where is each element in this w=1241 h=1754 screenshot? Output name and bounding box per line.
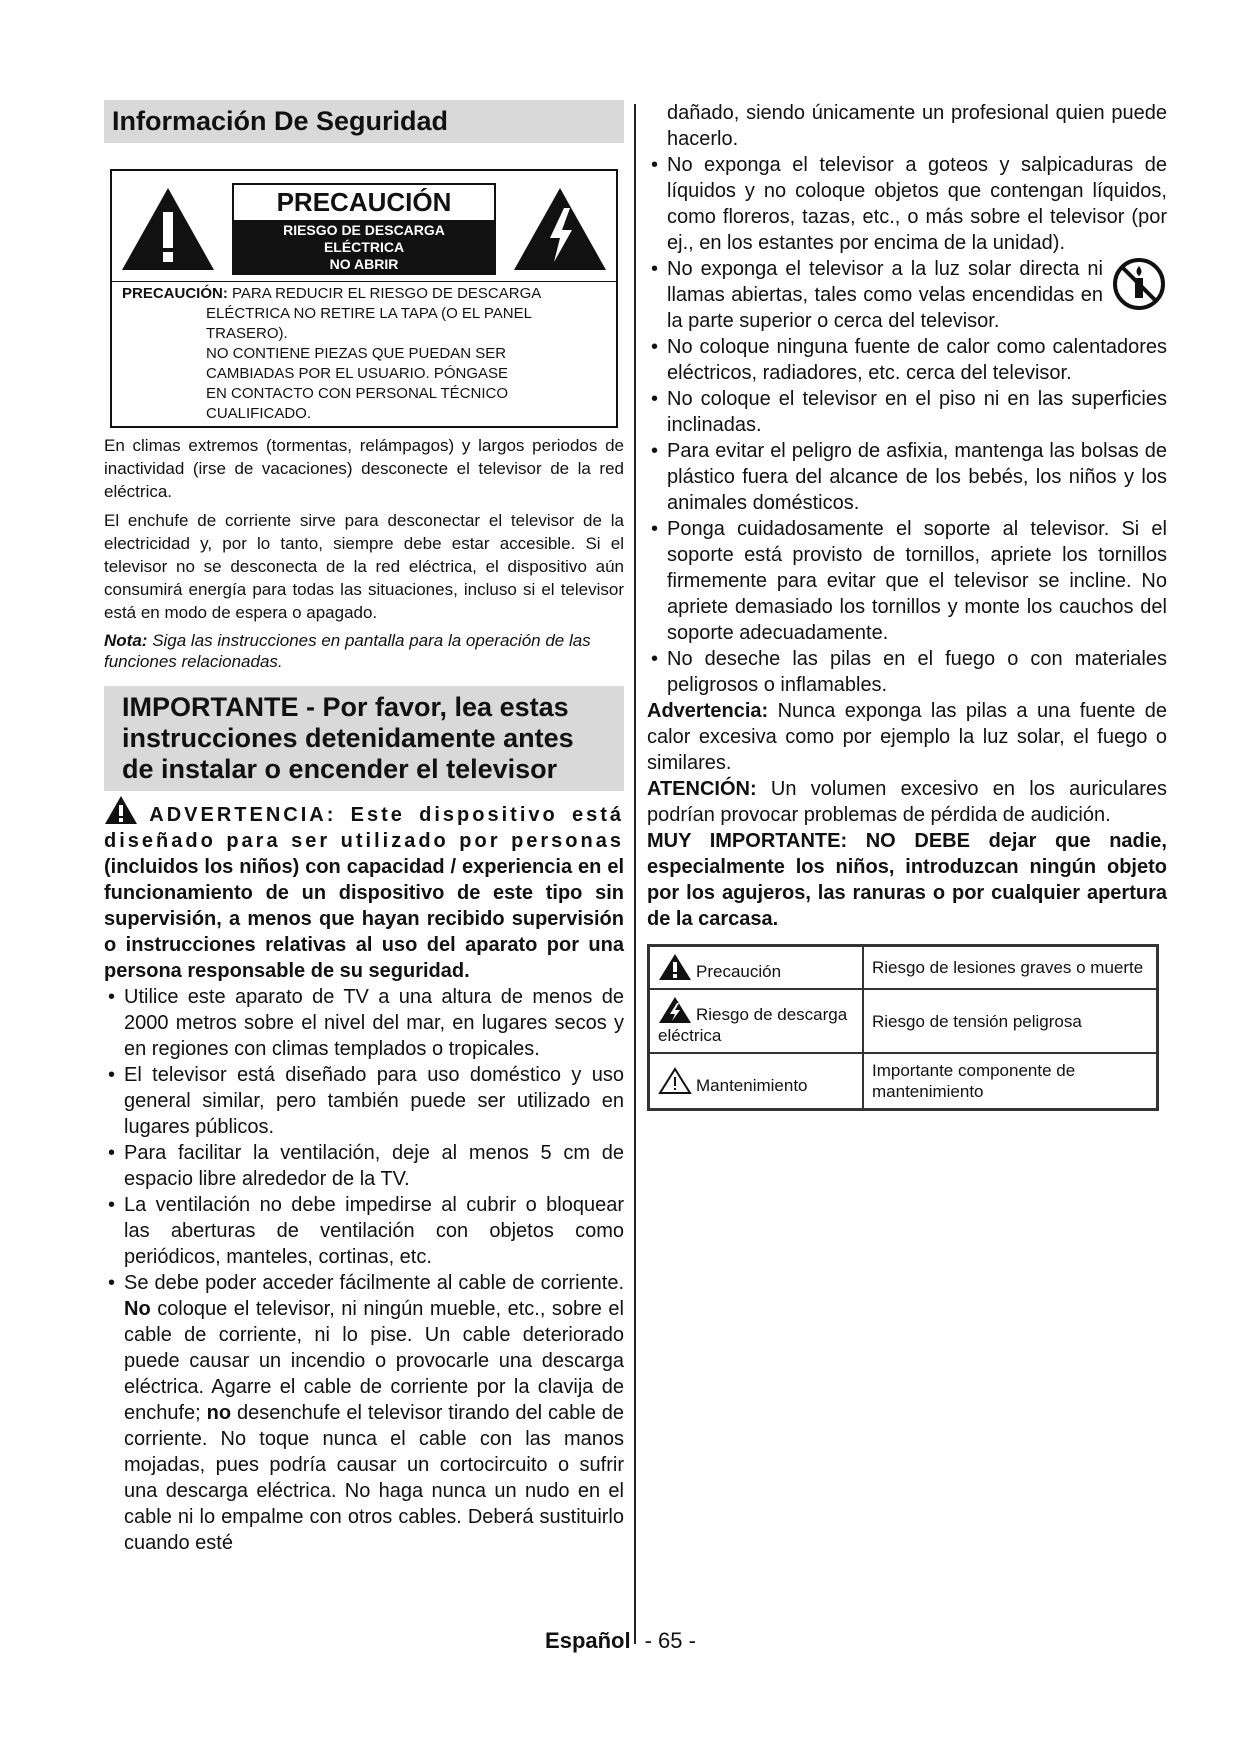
very-important-warning: MUY IMPORTANTE: NO DEBE dejar que nadie, especialmente los niños, introduzcan ningún objeto por los agujeros, las ranuras o por cualquier apertura de la carcasa.: [647, 830, 1167, 930]
caution-risk-text: RIESGO DE DESCARGA ELÉCTRICA NO ABRIR: [232, 220, 496, 275]
right-column: [647, 100, 1167, 1111]
battery-warning: Advertencia: Nunca exponga las pilas a una fuente de calor excesiva como por ejemplo la luz solar, el fuego o similares.: [647, 700, 1167, 774]
caution-title: PRECAUCIÓN: [232, 183, 496, 220]
extreme-climate-paragraph: En climas extremos (tormentas, relámpagos) y largos periodos de inactividad (irse de vacaciones) desconecte el televisor de la red eléctrica.: [104, 436, 624, 501]
list-item: • El televisor está diseñado para uso doméstico y uso general similar, pero también puede ser utilizado en lugares públicos.: [104, 1062, 624, 1140]
maintenance-icon: [658, 1067, 692, 1095]
shock-icon: [658, 996, 692, 1024]
mains-plug-paragraph: El enchufe de corriente sirve para desconectar el televisor de la electricidad y, por lo tanto, siempre debe estar accesible. Si el televisor no se desconecta de la red eléctrica, el dispositivo aún consumirá energía para todas las situaciones, incluso si el televisor está en modo de espera o apagado.: [104, 511, 624, 622]
list-item: • Ponga cuidadosamente el soporte al televisor. Si el soporte está provisto de tornillos, apriete los tornillos firmemente para evitar que el televisor se incline. No apriete demasiado los tornillos y monte los cauchos del soporte adecuadamente.: [647, 516, 1167, 646]
left-bullet-list: [104, 984, 624, 1556]
hearing-warning: ATENCIÓN: Un volumen excesivo en los auriculares podrían provocar problemas de pérdida de audición.: [647, 778, 1167, 826]
important-heading: IMPORTANTE - Por favor, lea estas instrucciones detenidamente antes de instalar o encender el televisor: [104, 686, 624, 791]
list-item: • Se debe poder acceder fácilmente al cable de corriente. No coloque el televisor, ni ningún mueble, etc., sobre el cable de corriente, ni lo pise. Un cable deteriorado puede causar un incendio o provocarle una descarga eléctrica. Agarre el cable de corriente por la clavija de enchufe; no desenchufe el televisor tirando del cable de corriente. No toque nunca el cable con las manos mojadas, pues podría causar un cortocircuito o sufrir una descarga eléctrica. No haga nunca un nudo en el cable ni lo empalme con otros cables. Deberá sustituirlo cuando esté: [104, 1270, 624, 1556]
table-row: Riesgo de descarga eléctrica Riesgo de tensión peligrosa: [649, 989, 1158, 1053]
right-bullet-list: [647, 152, 1167, 698]
caution-header: [232, 183, 496, 275]
note-paragraph: Nota: Siga las instrucciones en pantalla para la operación de las funciones relacionadas.: [104, 631, 591, 671]
warning-icon: [658, 953, 692, 981]
left-column: [104, 100, 624, 1556]
list-item: • No deseche las pilas en el fuego o con materiales peligrosos o inflamables.: [647, 646, 1167, 698]
table-row: Mantenimiento Importante componente de mantenimiento: [649, 1053, 1158, 1110]
caution-text: PRECAUCIÓN: PARA REDUCIR EL RIESGO DE DESCARGA ELÉCTRICA NO RETIRE LA TAPA (O EL PANEL TRASERO). NO CONTIENE PIEZAS QUE PUEDAN SER CAMBIADAS POR EL USUARIO. PÓNGASE EN CONTACTO CON PERSONAL TÉCNICO CUALIFICADO.: [122, 285, 542, 422]
table-row: Precaución Riesgo de lesiones graves o muerte: [649, 946, 1158, 990]
list-item: • La ventilación no debe impedirse al cubrir o bloquear las aberturas de ventilación con objetos como periódicos, manteles, cortinas, etc.: [104, 1192, 624, 1270]
list-item: • No coloque ninguna fuente de calor como calentadores eléctricos, radiadores, etc. cerca del televisor.: [647, 334, 1167, 386]
warning-icon: [104, 795, 138, 825]
list-item: • No exponga el televisor a goteos y salpicaduras de líquidos y no coloque objetos que contengan líquidos, como floreros, tazas, etc., o más sobre el televisor (por ej., en los estantes por encima de la unidad).: [647, 152, 1167, 256]
continued-text: dañado, siendo únicamente un profesional quien puede hacerlo.: [667, 102, 1167, 150]
list-item: • Utilice este aparato de TV a una altura de menos de 2000 metros sobre el nivel del mar, en lugares secos y en regiones con climas templados o tropicales.: [104, 984, 624, 1062]
lightning-warning-icon: [512, 186, 608, 272]
list-item: • Para facilitar la ventilación, deje al menos 5 cm de espacio libre alrededor de la TV.: [104, 1140, 624, 1192]
footer-language: Español: [545, 1628, 631, 1653]
list-item: • No coloque el televisor en el piso ni en las superficies inclinadas.: [647, 386, 1167, 438]
section-title: Información De Seguridad: [104, 100, 624, 143]
column-divider: [634, 104, 636, 1644]
no-candle-icon: [1111, 256, 1167, 312]
exclamation-warning-icon: [120, 186, 216, 272]
list-item: • No exponga el televisor a la luz solar directa ni llamas abiertas, tales como velas encendidas en la parte superior o cerca del televisor.: [647, 256, 1167, 334]
symbol-legend-table: [647, 944, 1159, 1111]
list-item: • Para evitar el peligro de asfixia, mantenga las bolsas de plástico fuera del alcance de los bebés, los niños y los animales domésticos.: [647, 438, 1167, 516]
page-footer: [0, 1628, 1241, 1654]
warning-statement: ADVERTENCIA: Este dispositivo está diseñado para ser utilizado por personas (incluidos los niños) con capacidad / experiencia en el funcionamiento de un dispositivo de este tipo sin supervisión, a menos que hayan recibido supervisión o instrucciones relativas al uso del aparato por una persona responsable de su seguridad.: [104, 795, 624, 984]
caution-label-box: [110, 169, 618, 428]
page-number: - 65 -: [644, 1628, 696, 1653]
